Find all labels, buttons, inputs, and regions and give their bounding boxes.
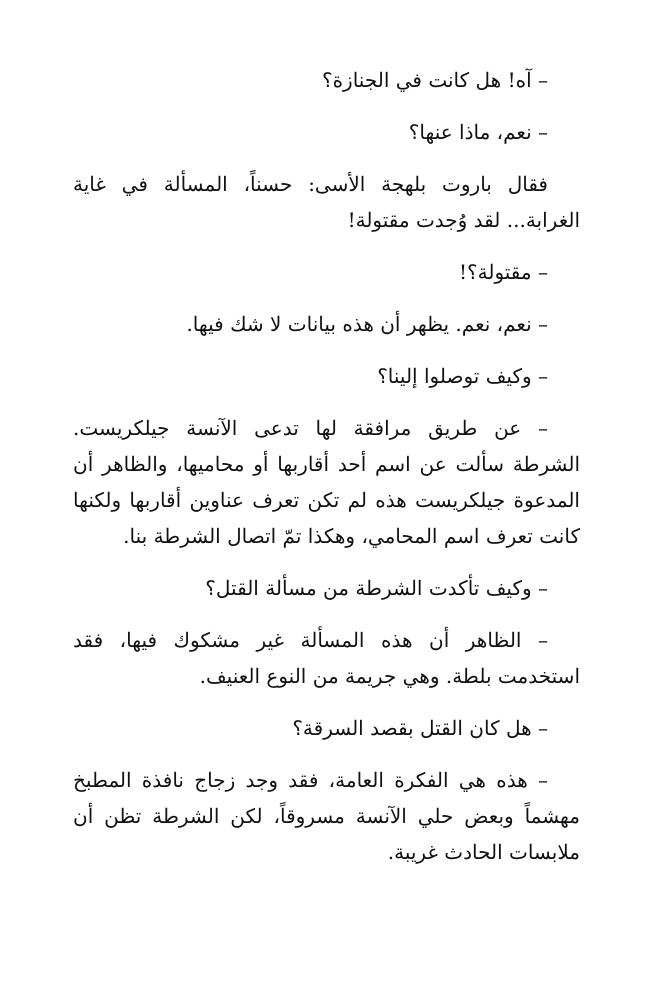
paragraph-6: – وكيف توصلوا إلينا؟ bbox=[377, 364, 548, 388]
paragraph-11: – هذه هي الفكرة العامة، فقد وجد زجاج نافذة المطبخ مهشماً وبعض حلي الآنسة مسروقاً، لكن الشرطة تظن أن ملابسات الحادث غريبة. bbox=[73, 768, 580, 864]
paragraph-4: – مقتولة؟! bbox=[458, 260, 548, 284]
paragraph-9: – الظاهر أن هذه المسألة غير مشكوك فيها، فقد استخدمت بلطة. وهي جريمة من النوع العنيف. bbox=[73, 628, 580, 688]
paragraph-1: – آه! هل كانت في الجنازة؟ bbox=[321, 68, 548, 92]
paragraph-8: – وكيف تأكدت الشرطة من مسألة القتل؟ bbox=[205, 576, 548, 600]
paragraph-3: فقال باروت بلهجة الأسى: حسناً، المسألة في غاية الغرابة... لقد وُجدت مقتولة! bbox=[73, 172, 580, 232]
paragraph-2: – نعم، ماذا عنها؟ bbox=[408, 120, 548, 144]
paragraph-10: – هل كان القتل بقصد السرقة؟ bbox=[292, 716, 548, 740]
paragraph-7: – عن طريق مرافقة لها تدعى الآنسة جيلكريست. الشرطة سألت عن اسم أحد أقاربها أو محاميها، والظاهر أن المدعوة جيلكريست هذه لم تكن تعرف عناوين أقاربها ولكنها كانت تعرف اسم المحامي، وهكذا تمّ اتصال الشرطة بنا. bbox=[73, 416, 581, 548]
paragraph-5: – نعم، نعم. يظهر أن هذه بيانات لا شك فيها. bbox=[186, 312, 548, 336]
